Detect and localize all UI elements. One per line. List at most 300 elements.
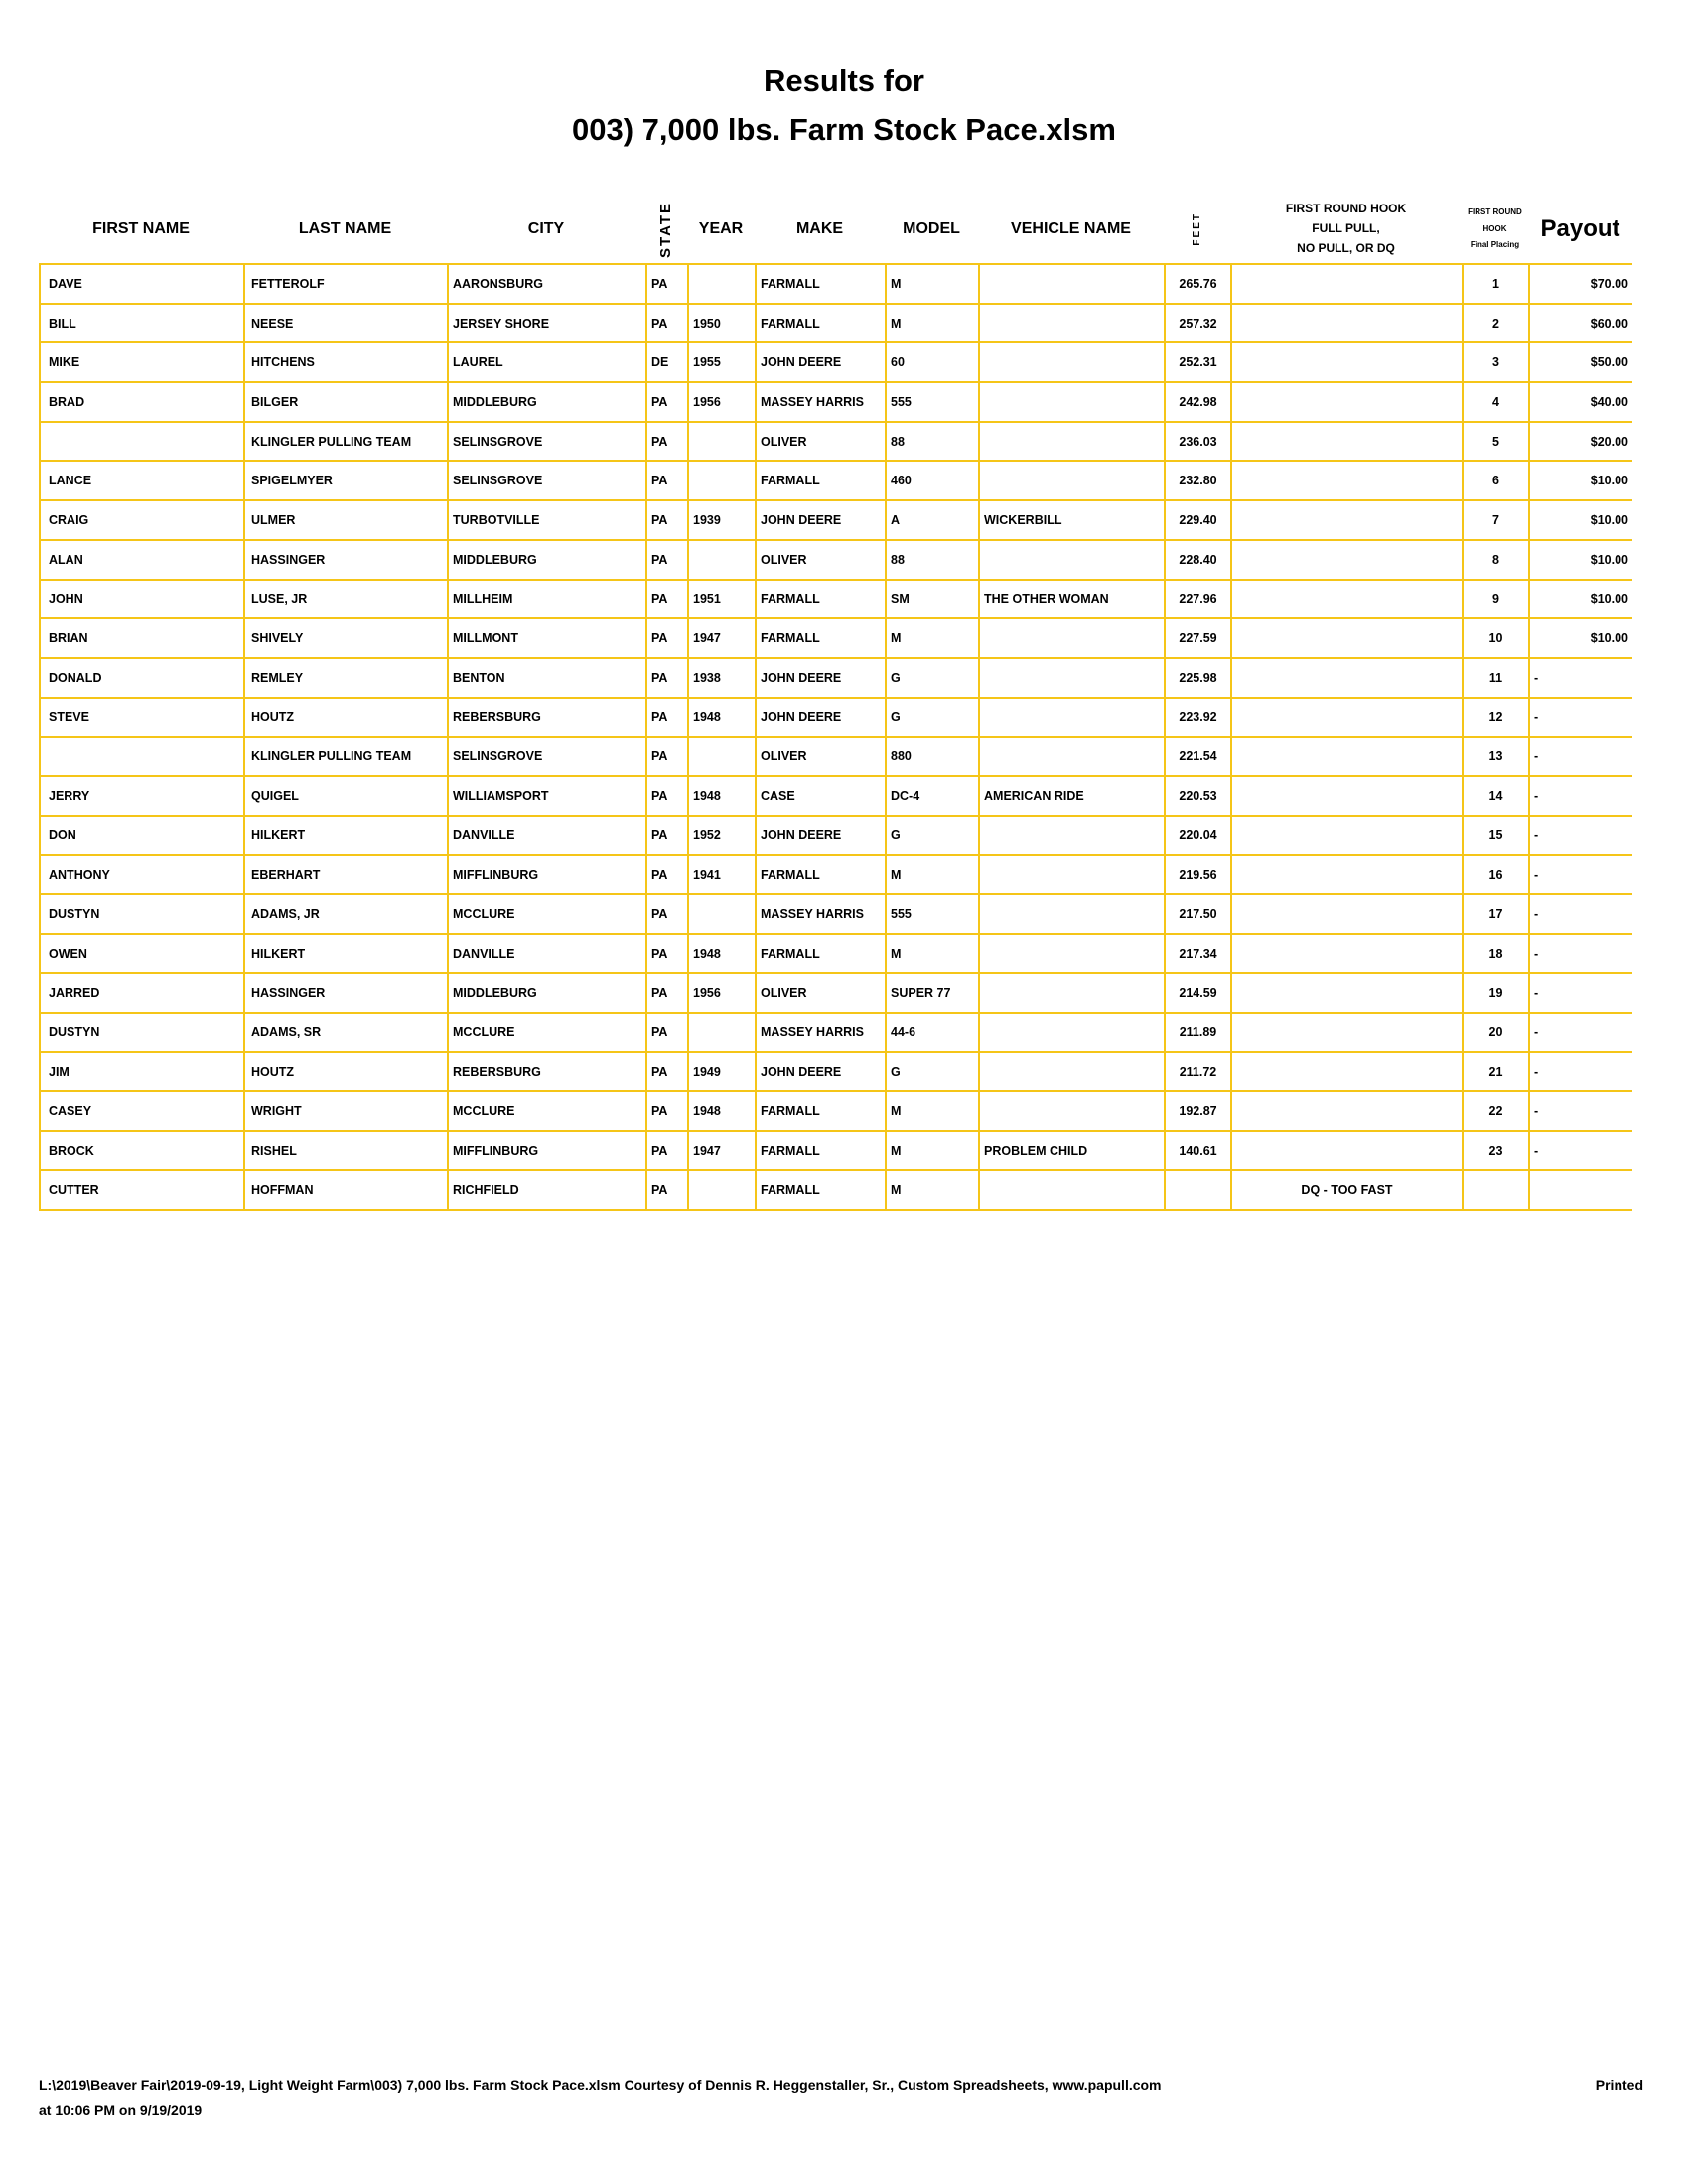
cell-last-name: KLINGLER PULLING TEAM — [243, 738, 447, 775]
cell-payout: - — [1528, 699, 1632, 737]
cell-last-name: HASSINGER — [243, 541, 447, 579]
cell-year: 1956 — [687, 974, 755, 1012]
table-row — [39, 541, 1632, 581]
cell-city: MIDDLEBURG — [447, 383, 645, 421]
table-row — [39, 935, 1632, 975]
table-row — [39, 581, 1632, 620]
cell-state: PA — [645, 265, 687, 303]
cell-state: PA — [645, 423, 687, 461]
cell-payout: - — [1528, 895, 1632, 933]
cell-model: M — [885, 856, 978, 893]
table-row — [39, 777, 1632, 817]
cell-year: 1952 — [687, 817, 755, 855]
cell-feet: 217.50 — [1164, 895, 1230, 933]
cell-state: PA — [645, 895, 687, 933]
table-row — [39, 383, 1632, 423]
cell-make: OLIVER — [755, 541, 885, 579]
cell-year: 1948 — [687, 935, 755, 973]
cell-hook-result — [1230, 777, 1462, 815]
cell-vehicle-name — [978, 895, 1164, 933]
cell-city: MILLMONT — [447, 619, 645, 657]
cell-payout: - — [1528, 738, 1632, 775]
cell-first-name: JIM — [39, 1053, 243, 1091]
cell-last-name: SHIVELY — [243, 619, 447, 657]
cell-hook-result — [1230, 974, 1462, 1012]
cell-first-name: BRAD — [39, 383, 243, 421]
cell-first-name: JERRY — [39, 777, 243, 815]
cell-final-placing: 20 — [1462, 1014, 1528, 1051]
cell-city: SELINSGROVE — [447, 423, 645, 461]
cell-hook-result — [1230, 1014, 1462, 1051]
cell-first-name: BRIAN — [39, 619, 243, 657]
cell-last-name: ULMER — [243, 501, 447, 539]
cell-vehicle-name — [978, 462, 1164, 499]
cell-payout: - — [1528, 1053, 1632, 1091]
cell-hook-result — [1230, 343, 1462, 381]
cell-make: FARMALL — [755, 935, 885, 973]
cell-year — [687, 462, 755, 499]
cell-final-placing: 17 — [1462, 895, 1528, 933]
cell-state: PA — [645, 935, 687, 973]
footer-printed-time: at 10:06 PM on 9/19/2019 — [39, 2102, 203, 2117]
table-row — [39, 619, 1632, 659]
cell-make: OLIVER — [755, 974, 885, 1012]
cell-model: G — [885, 659, 978, 697]
cell-city: MIDDLEBURG — [447, 541, 645, 579]
header-year: YEAR — [698, 220, 744, 237]
table-row — [39, 699, 1632, 739]
cell-feet: 236.03 — [1164, 423, 1230, 461]
header-first-name: FIRST NAME — [92, 220, 190, 237]
cell-state: PA — [645, 738, 687, 775]
cell-feet: 227.96 — [1164, 581, 1230, 618]
cell-city: TURBOTVILLE — [447, 501, 645, 539]
cell-last-name: SPIGELMYER — [243, 462, 447, 499]
cell-last-name: QUIGEL — [243, 777, 447, 815]
cell-hook-result — [1230, 1053, 1462, 1091]
cell-year — [687, 738, 755, 775]
cell-model: G — [885, 1053, 978, 1091]
header-hook-line: FIRST ROUND HOOK — [1285, 202, 1407, 216]
cell-payout: - — [1528, 1092, 1632, 1130]
header-feet-label: FEET — [1192, 212, 1202, 246]
cell-vehicle-name — [978, 423, 1164, 461]
cell-payout: - — [1528, 856, 1632, 893]
cell-state: PA — [645, 1132, 687, 1169]
cell-model: M — [885, 265, 978, 303]
table-header — [39, 195, 1632, 264]
cell-year — [687, 1014, 755, 1051]
cell-city: MIFFLINBURG — [447, 1132, 645, 1169]
cell-last-name: RISHEL — [243, 1132, 447, 1169]
cell-first-name: DAVE — [39, 265, 243, 303]
cell-last-name: FETTEROLF — [243, 265, 447, 303]
cell-vehicle-name: THE OTHER WOMAN — [978, 581, 1164, 618]
cell-hook-result — [1230, 659, 1462, 697]
cell-final-placing: 6 — [1462, 462, 1528, 499]
cell-payout: $60.00 — [1528, 305, 1632, 342]
cell-final-placing: 21 — [1462, 1053, 1528, 1091]
table-row — [39, 1092, 1632, 1132]
cell-state: PA — [645, 1014, 687, 1051]
cell-first-name — [39, 423, 243, 461]
footer-path: L:\2019\Beaver Fair\2019-09-19, Light Weight Farm\003) 7,000 lbs. Farm Stock Pace.xlsm Courtesy of Dennis R. Heggenstaller, Sr., Custom Spreadsheets, www.papull.com — [39, 2077, 1162, 2093]
cell-feet: 257.32 — [1164, 305, 1230, 342]
header-city: CITY — [527, 220, 565, 237]
cell-model: 44-6 — [885, 1014, 978, 1051]
header-payout: Payout — [1540, 215, 1620, 242]
cell-first-name: CRAIG — [39, 501, 243, 539]
cell-final-placing: 14 — [1462, 777, 1528, 815]
cell-year: 1949 — [687, 1053, 755, 1091]
cell-vehicle-name — [978, 699, 1164, 737]
cell-vehicle-name — [978, 619, 1164, 657]
cell-feet — [1164, 1171, 1230, 1209]
cell-payout: - — [1528, 817, 1632, 855]
cell-first-name: BROCK — [39, 1132, 243, 1169]
cell-vehicle-name — [978, 1014, 1164, 1051]
cell-year: 1947 — [687, 619, 755, 657]
cell-first-name: JOHN — [39, 581, 243, 618]
cell-first-name: ALAN — [39, 541, 243, 579]
header-place-line: FIRST ROUND — [1468, 206, 1522, 216]
cell-last-name: LUSE, JR — [243, 581, 447, 618]
cell-city: MIDDLEBURG — [447, 974, 645, 1012]
cell-feet: 225.98 — [1164, 659, 1230, 697]
cell-model: M — [885, 1092, 978, 1130]
cell-model: 88 — [885, 541, 978, 579]
cell-make: FARMALL — [755, 1092, 885, 1130]
cell-make: JOHN DEERE — [755, 817, 885, 855]
cell-feet: 211.72 — [1164, 1053, 1230, 1091]
cell-make: JOHN DEERE — [755, 501, 885, 539]
cell-vehicle-name — [978, 974, 1164, 1012]
cell-city: BENTON — [447, 659, 645, 697]
cell-year: 1938 — [687, 659, 755, 697]
table-row — [39, 501, 1632, 541]
cell-feet: 221.54 — [1164, 738, 1230, 775]
cell-make: FARMALL — [755, 305, 885, 342]
cell-make: FARMALL — [755, 1171, 885, 1209]
cell-city: MCCLURE — [447, 1092, 645, 1130]
cell-hook-result — [1230, 856, 1462, 893]
cell-hook-result — [1230, 541, 1462, 579]
cell-year: 1947 — [687, 1132, 755, 1169]
cell-model: A — [885, 501, 978, 539]
cell-vehicle-name — [978, 1053, 1164, 1091]
header-make: MAKE — [795, 220, 844, 237]
table-row — [39, 343, 1632, 383]
cell-vehicle-name — [978, 935, 1164, 973]
cell-last-name: HOUTZ — [243, 699, 447, 737]
cell-hook-result — [1230, 619, 1462, 657]
cell-year — [687, 423, 755, 461]
cell-payout: $40.00 — [1528, 383, 1632, 421]
cell-payout: $50.00 — [1528, 343, 1632, 381]
cell-first-name: DON — [39, 817, 243, 855]
header-state — [645, 195, 687, 264]
cell-make: JOHN DEERE — [755, 1053, 885, 1091]
cell-feet: 192.87 — [1164, 1092, 1230, 1130]
cell-payout: $10.00 — [1528, 581, 1632, 618]
cell-hook-result — [1230, 817, 1462, 855]
cell-state: PA — [645, 1053, 687, 1091]
cell-final-placing: 5 — [1462, 423, 1528, 461]
cell-state: PA — [645, 501, 687, 539]
cell-vehicle-name — [978, 265, 1164, 303]
cell-final-placing: 7 — [1462, 501, 1528, 539]
cell-hook-result — [1230, 738, 1462, 775]
cell-payout: - — [1528, 1014, 1632, 1051]
cell-state: PA — [645, 619, 687, 657]
cell-vehicle-name — [978, 1092, 1164, 1130]
cell-vehicle-name: PROBLEM CHILD — [978, 1132, 1164, 1169]
header-model: MODEL — [903, 220, 960, 237]
cell-feet: 211.89 — [1164, 1014, 1230, 1051]
cell-model: DC-4 — [885, 777, 978, 815]
cell-first-name: CUTTER — [39, 1171, 243, 1209]
header-feet — [1164, 195, 1230, 264]
header-hook — [1230, 195, 1462, 264]
cell-city: LAUREL — [447, 343, 645, 381]
footer-line-1 — [39, 2077, 1643, 2093]
cell-first-name: STEVE — [39, 699, 243, 737]
cell-final-placing: 12 — [1462, 699, 1528, 737]
cell-model: SUPER 77 — [885, 974, 978, 1012]
cell-city: MCCLURE — [447, 1014, 645, 1051]
cell-year — [687, 1171, 755, 1209]
table-row — [39, 1014, 1632, 1053]
cell-make: FARMALL — [755, 856, 885, 893]
table-row — [39, 817, 1632, 857]
title-line-2: 003) 7,000 lbs. Farm Stock Pace.xlsm — [572, 112, 1116, 147]
cell-state: DE — [645, 343, 687, 381]
cell-vehicle-name — [978, 541, 1164, 579]
cell-make: FARMALL — [755, 619, 885, 657]
cell-feet: 219.56 — [1164, 856, 1230, 893]
table-row — [39, 738, 1632, 777]
cell-make: FARMALL — [755, 462, 885, 499]
cell-first-name: OWEN — [39, 935, 243, 973]
cell-vehicle-name — [978, 305, 1164, 342]
cell-city: REBERSBURG — [447, 1053, 645, 1091]
cell-final-placing — [1462, 1171, 1528, 1209]
cell-payout: $20.00 — [1528, 423, 1632, 461]
cell-first-name: LANCE — [39, 462, 243, 499]
cell-year: 1941 — [687, 856, 755, 893]
cell-city: MCCLURE — [447, 895, 645, 933]
cell-city: SELINSGROVE — [447, 738, 645, 775]
cell-hook-result — [1230, 462, 1462, 499]
cell-make: JOHN DEERE — [755, 343, 885, 381]
cell-last-name: KLINGLER PULLING TEAM — [243, 423, 447, 461]
cell-final-placing: 23 — [1462, 1132, 1528, 1169]
cell-final-placing: 15 — [1462, 817, 1528, 855]
cell-last-name: HILKERT — [243, 935, 447, 973]
cell-state: PA — [645, 974, 687, 1012]
cell-city: WILLIAMSPORT — [447, 777, 645, 815]
cell-vehicle-name — [978, 659, 1164, 697]
cell-last-name: HOUTZ — [243, 1053, 447, 1091]
cell-year — [687, 895, 755, 933]
cell-vehicle-name — [978, 343, 1164, 381]
cell-vehicle-name: AMERICAN RIDE — [978, 777, 1164, 815]
cell-model: G — [885, 699, 978, 737]
cell-payout: - — [1528, 974, 1632, 1012]
cell-feet: 252.31 — [1164, 343, 1230, 381]
cell-year: 1955 — [687, 343, 755, 381]
cell-year: 1951 — [687, 581, 755, 618]
cell-city: MIFFLINBURG — [447, 856, 645, 893]
cell-hook-result — [1230, 935, 1462, 973]
cell-hook-result — [1230, 1132, 1462, 1169]
cell-model: M — [885, 935, 978, 973]
cell-payout: - — [1528, 1132, 1632, 1169]
cell-payout: $70.00 — [1528, 265, 1632, 303]
table-row — [39, 1132, 1632, 1171]
cell-model: 555 — [885, 383, 978, 421]
cell-model: M — [885, 305, 978, 342]
title-line-1: Results for — [764, 64, 924, 98]
table-row — [39, 856, 1632, 895]
cell-model: 60 — [885, 343, 978, 381]
cell-make: MASSEY HARRIS — [755, 383, 885, 421]
cell-final-placing: 16 — [1462, 856, 1528, 893]
cell-feet: 140.61 — [1164, 1132, 1230, 1169]
cell-hook-result — [1230, 581, 1462, 618]
cell-city: REBERSBURG — [447, 699, 645, 737]
cell-last-name: EBERHART — [243, 856, 447, 893]
table-row — [39, 895, 1632, 935]
cell-payout: $10.00 — [1528, 619, 1632, 657]
table-row — [39, 974, 1632, 1014]
cell-city: JERSEY SHORE — [447, 305, 645, 342]
cell-vehicle-name — [978, 856, 1164, 893]
cell-state: PA — [645, 541, 687, 579]
cell-model: 880 — [885, 738, 978, 775]
cell-feet: 220.53 — [1164, 777, 1230, 815]
cell-model: SM — [885, 581, 978, 618]
cell-city: DANVILLE — [447, 817, 645, 855]
cell-make: JOHN DEERE — [755, 659, 885, 697]
cell-first-name: CASEY — [39, 1092, 243, 1130]
header-final-placing — [1462, 195, 1528, 264]
cell-state: PA — [645, 699, 687, 737]
cell-first-name — [39, 738, 243, 775]
cell-feet: 214.59 — [1164, 974, 1230, 1012]
cell-vehicle-name — [978, 817, 1164, 855]
header-hook-line: FULL PULL, — [1312, 221, 1380, 236]
cell-state: PA — [645, 462, 687, 499]
cell-payout: - — [1528, 777, 1632, 815]
cell-feet: 228.40 — [1164, 541, 1230, 579]
cell-feet: 220.04 — [1164, 817, 1230, 855]
cell-hook-result — [1230, 265, 1462, 303]
cell-city: RICHFIELD — [447, 1171, 645, 1209]
footer-printed: Printed — [1595, 2077, 1643, 2093]
cell-hook-result — [1230, 501, 1462, 539]
cell-year: 1956 — [687, 383, 755, 421]
cell-state: PA — [645, 581, 687, 618]
cell-feet: 227.59 — [1164, 619, 1230, 657]
cell-final-placing: 19 — [1462, 974, 1528, 1012]
cell-vehicle-name — [978, 1171, 1164, 1209]
cell-feet: 242.98 — [1164, 383, 1230, 421]
cell-hook-result — [1230, 305, 1462, 342]
cell-year: 1948 — [687, 1092, 755, 1130]
table-row — [39, 462, 1632, 501]
cell-last-name: WRIGHT — [243, 1092, 447, 1130]
cell-feet: 223.92 — [1164, 699, 1230, 737]
cell-hook-result: DQ - TOO FAST — [1230, 1171, 1462, 1209]
cell-last-name: HILKERT — [243, 817, 447, 855]
cell-final-placing: 1 — [1462, 265, 1528, 303]
cell-payout — [1528, 1171, 1632, 1209]
cell-year: 1948 — [687, 699, 755, 737]
cell-state: PA — [645, 305, 687, 342]
cell-state: PA — [645, 659, 687, 697]
table-row — [39, 305, 1632, 344]
table-row — [39, 659, 1632, 699]
cell-feet: 265.76 — [1164, 265, 1230, 303]
cell-hook-result — [1230, 423, 1462, 461]
cell-city: AARONSBURG — [447, 265, 645, 303]
cell-hook-result — [1230, 895, 1462, 933]
cell-state: PA — [645, 817, 687, 855]
cell-make: MASSEY HARRIS — [755, 1014, 885, 1051]
cell-model: 88 — [885, 423, 978, 461]
cell-final-placing: 3 — [1462, 343, 1528, 381]
cell-year — [687, 541, 755, 579]
table-row — [39, 423, 1632, 463]
cell-first-name: ANTHONY — [39, 856, 243, 893]
cell-state: PA — [645, 777, 687, 815]
cell-year: 1948 — [687, 777, 755, 815]
header-last-name: LAST NAME — [298, 220, 392, 237]
cell-city: DANVILLE — [447, 935, 645, 973]
cell-year — [687, 265, 755, 303]
cell-last-name: BILGER — [243, 383, 447, 421]
cell-payout: - — [1528, 935, 1632, 973]
cell-last-name: NEESE — [243, 305, 447, 342]
cell-feet: 217.34 — [1164, 935, 1230, 973]
results-table — [39, 263, 1632, 1211]
cell-final-placing: 18 — [1462, 935, 1528, 973]
cell-city: SELINSGROVE — [447, 462, 645, 499]
cell-payout: $10.00 — [1528, 462, 1632, 499]
cell-final-placing: 8 — [1462, 541, 1528, 579]
cell-city: MILLHEIM — [447, 581, 645, 618]
cell-model: 460 — [885, 462, 978, 499]
table-row — [39, 265, 1632, 305]
cell-make: JOHN DEERE — [755, 699, 885, 737]
cell-make: FARMALL — [755, 1132, 885, 1169]
cell-first-name: DUSTYN — [39, 895, 243, 933]
header-place-line: HOOK — [1482, 223, 1507, 233]
cell-payout: - — [1528, 659, 1632, 697]
header-hook-line: NO PULL, OR DQ — [1297, 240, 1395, 255]
cell-model: M — [885, 1132, 978, 1169]
cell-payout: $10.00 — [1528, 501, 1632, 539]
cell-first-name: JARRED — [39, 974, 243, 1012]
cell-make: FARMALL — [755, 265, 885, 303]
cell-final-placing: 2 — [1462, 305, 1528, 342]
table-row — [39, 1171, 1632, 1211]
cell-first-name: BILL — [39, 305, 243, 342]
cell-hook-result — [1230, 383, 1462, 421]
table-row — [39, 1053, 1632, 1093]
cell-final-placing: 11 — [1462, 659, 1528, 697]
